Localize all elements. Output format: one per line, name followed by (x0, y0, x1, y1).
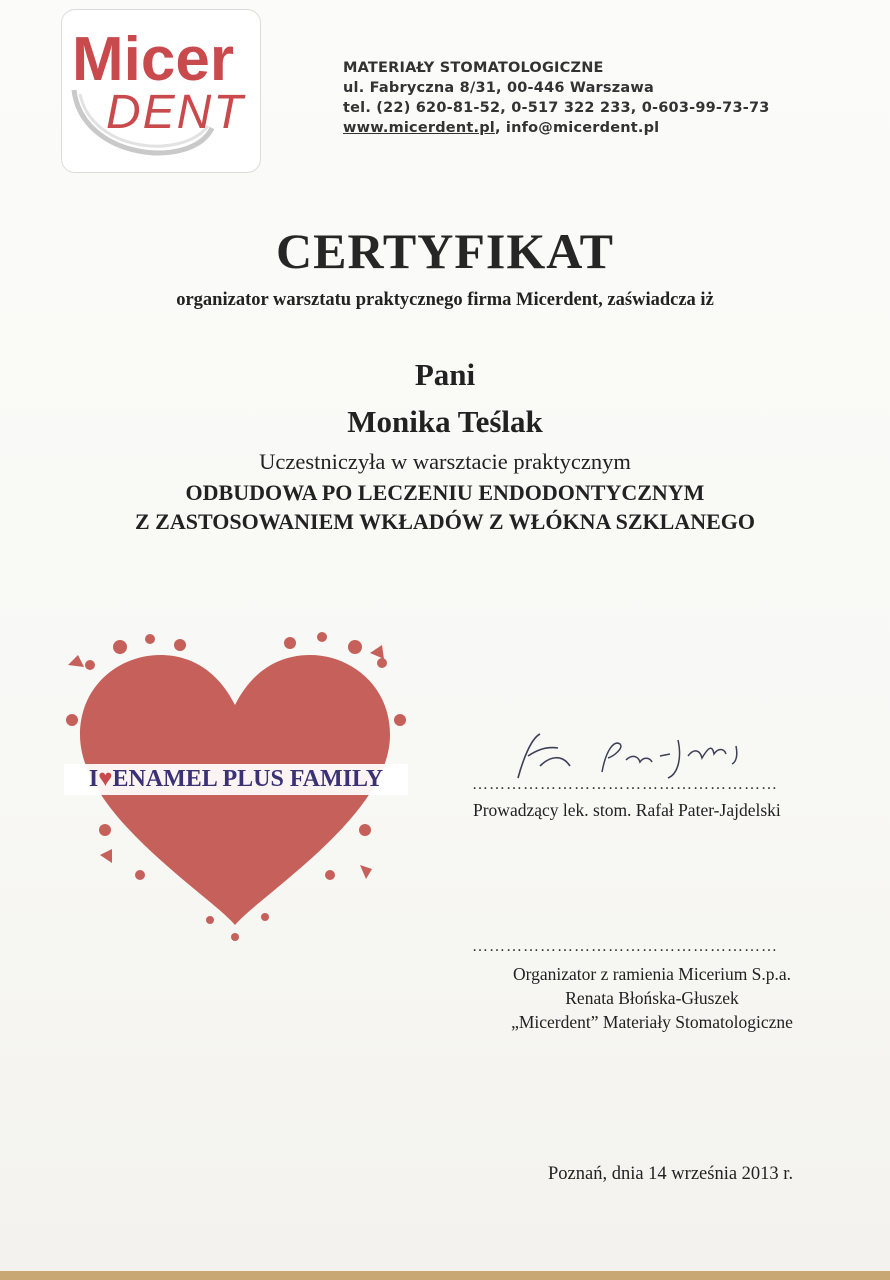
badge-prefix: I (88, 766, 99, 792)
company-info (343, 58, 770, 138)
logo-word-dent: DENT (106, 86, 245, 139)
recipient-name: Monika Teślak (347, 404, 543, 439)
logo-swoosh-icon (62, 10, 260, 172)
company-tel-prefix: tel. (22) 620-81-52, (343, 100, 512, 116)
participation-text: Uczestniczyła w warsztacie praktycznym (259, 449, 631, 474)
company-email: , info@micerdent.pl (494, 120, 660, 136)
organizer-line-3: „Micerdent” Materiały Stomatologiczne (511, 1012, 793, 1032)
leader-caption: Prowadzący lek. stom. Rafał Pater-Jajdelski (473, 800, 781, 820)
organizer-signature-line: ……………………………………………… (472, 938, 778, 955)
company-name: MATERIAŁY STOMATOLOGICZNE (343, 60, 604, 76)
recipient-salutation: Pani (414, 357, 476, 392)
place-and-date: Poznań, dnia 14 września 2013 r. (548, 1164, 794, 1184)
enamel-plus-family-badge (64, 764, 408, 795)
course-title-line2: Z ZASTOSOWANIEM WKŁADÓW Z WŁÓKNA SZKLANEGO (134, 509, 756, 534)
course-title-line1: ODBUDOWA PO LECZENIU ENDODONTYCZNYM (185, 480, 705, 505)
organizer-block (472, 962, 832, 1034)
organizer-line-2: Renata Błońska-Głuszek (565, 988, 739, 1008)
logo-word-micer: Micer (72, 25, 234, 94)
badge-text: ENAMEL PLUS FAMILY (112, 766, 384, 792)
organizer-line-1: Organizator z ramienia Micerium S.p.a. (512, 964, 792, 984)
micerdent-logo (61, 9, 261, 173)
company-tel-rest: 0-517 322 233, 0-603-99-73-73 (511, 100, 770, 116)
company-phones (343, 98, 770, 118)
badge-heart-icon: ♥ (98, 766, 113, 792)
leader-signature-line: ……………………………………………… (472, 776, 778, 793)
course-title (0, 478, 890, 536)
company-website-link[interactable]: www.micerdent.pl (343, 120, 495, 136)
certificate-intro: organizator warsztatu praktycznego firma Micerdent, zaświadcza iż (176, 290, 714, 310)
certificate-title: CERTYFIKAT (276, 223, 614, 279)
company-address: ul. Fabryczna 8/31, 00-446 Warszawa (343, 80, 654, 96)
company-web (343, 118, 770, 138)
page-bottom-edge (0, 1271, 890, 1280)
